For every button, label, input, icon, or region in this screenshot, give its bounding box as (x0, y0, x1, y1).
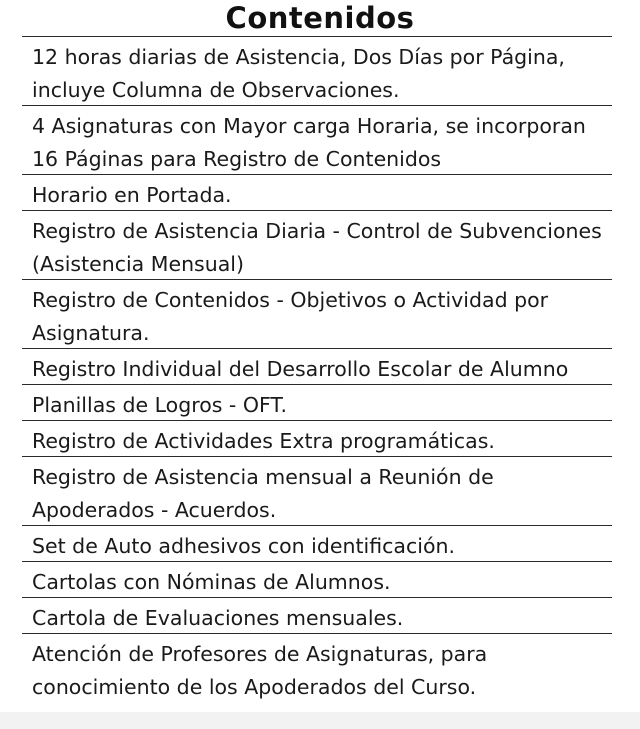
list-item: Atención de Profesores de Asignaturas, para conocimiento de los Apoderados del Curso. (32, 642, 488, 699)
list-item: Cartola de Evaluaciones mensuales. (22, 598, 612, 634)
list-item: Registro de Actividades Extra programáticas. (22, 421, 612, 457)
list-item: Registro de Contenidos - Objetivos o Actividad por Asignatura. (22, 280, 612, 349)
list-item: Registro Individual del Desarrollo Escolar de Alumno (22, 349, 612, 385)
list-item: Set de Auto adhesivos con identificación. (22, 526, 612, 562)
list-item: Registro de Asistencia mensual a Reunión de Apoderados - Acuerdos. (22, 457, 612, 526)
bottom-band (0, 712, 640, 729)
list-item: Cartolas con Nóminas de Alumnos. (22, 562, 612, 598)
list-item: Planillas de Logros - OFT. (22, 385, 612, 421)
list-item: Horario en Portada. (22, 175, 612, 211)
page-title: Contenidos (225, 1, 415, 35)
list-item: 12 horas diarias de Asistencia, Dos Días por Página, incluye Columna de Observaciones. (22, 37, 612, 106)
list-item: 4 Asignaturas con Mayor carga Horaria, se incorporan 16 Páginas para Registro de Contenidos (22, 106, 612, 175)
contents-list (22, 36, 612, 703)
list-item: Registro de Asistencia Diaria - Control de Subvenciones (Asistencia Mensual) (22, 211, 612, 280)
